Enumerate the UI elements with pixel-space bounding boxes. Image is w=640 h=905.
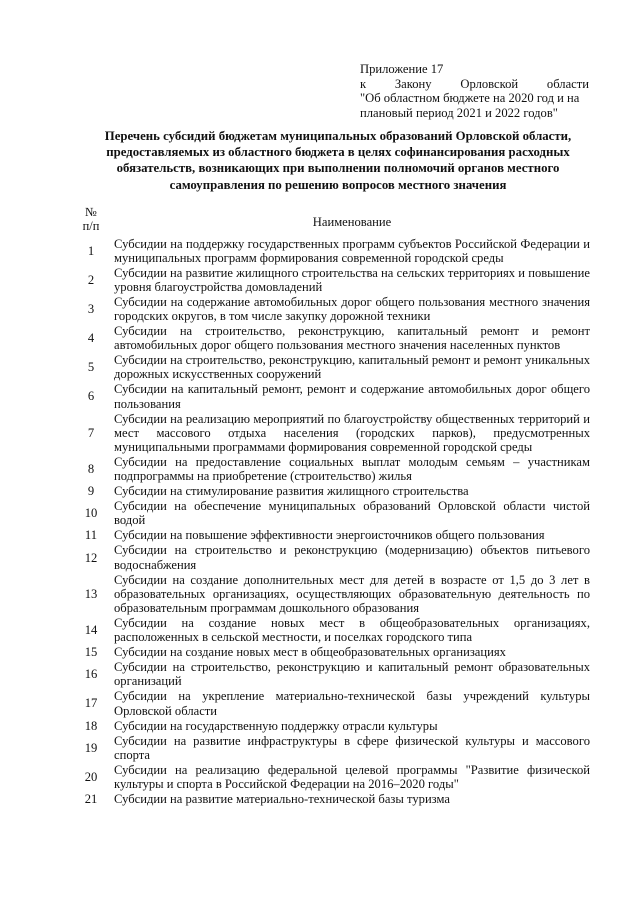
row-name: Субсидии на обеспечение муниципальных образований Орловской области чистой водой — [114, 499, 590, 528]
row-number: 11 — [84, 528, 98, 543]
row-name: Субсидии на строительство, реконструкцию и капитальный ремонт образовательных организаций — [114, 660, 590, 689]
row-number: 20 — [84, 769, 98, 784]
row-name: Субсидии на создание дополнительных мест для детей в возрасте от 1,5 до 3 лет в образовательных организациях, осуществляющих образовательную деятельность по образовательным программам дошкольного образования — [114, 572, 590, 615]
row-name: Субсидии на поддержку государственных программ субъектов Российской Федерации и муниципальных программ формирования современной городской среды — [114, 236, 590, 265]
appendix-region: Орловской — [460, 76, 519, 91]
row-number: 3 — [87, 301, 95, 316]
table-row — [80, 484, 590, 499]
table-row — [80, 792, 590, 807]
table-row — [80, 499, 590, 528]
appendix-number: Приложение 17 — [360, 62, 444, 76]
row-number: 9 — [87, 484, 95, 499]
row-name: Субсидии на реализацию мероприятий по благоустройству общественных территорий и мест массового отдыха населения (городских парков), предусмотренных муниципальными программами формирования современной городской среды — [114, 411, 590, 454]
appendix-note — [360, 62, 589, 120]
row-name: Субсидии на развитие жилищного строительства на сельских территориях и повышение уровня благоустройства домовладений — [114, 265, 590, 294]
appendix-k: к — [360, 76, 367, 91]
appendix-oblast: области — [546, 76, 589, 91]
row-name: Субсидии на повышение эффективности энергоисточников общего пользования — [114, 528, 545, 543]
table-header — [80, 205, 590, 237]
row-name: Субсидии на стимулирование развития жилищного строительства — [114, 484, 469, 499]
row-number: 16 — [84, 667, 98, 682]
table-row — [80, 543, 590, 572]
table-row — [80, 353, 590, 382]
table-row — [80, 411, 590, 454]
table-row — [80, 324, 590, 353]
row-number: 7 — [87, 425, 95, 440]
row-number: 19 — [84, 740, 98, 755]
column-header-name: Наименование — [312, 215, 392, 229]
appendix-law: Закону — [394, 76, 432, 91]
row-name: Субсидии на государственную поддержку отрасли культуры — [114, 718, 438, 733]
row-name: Субсидии на укрепление материально-технической базы учреждений культуры Орловской области — [114, 689, 590, 718]
row-name: Субсидии на создание новых мест в общеобразовательных организациях — [114, 645, 506, 660]
table-row — [80, 528, 590, 543]
row-number: 12 — [84, 550, 98, 565]
table-row — [80, 294, 590, 323]
row-name: Субсидии на реализацию федеральной целевой программы "Развитие физической культуры и спорта в Российской Федерации на 2016–2020 годы" — [114, 762, 590, 791]
row-number: 5 — [87, 360, 95, 375]
table-row — [80, 733, 590, 762]
row-name: Субсидии на развитие материально-технической базы туризма — [114, 792, 450, 807]
row-name: Субсидии на предоставление социальных выплат молодым семьям – участникам подпрограммы на приобретение (строительство) жилья — [114, 454, 590, 483]
row-name: Субсидии на капитальный ремонт, ремонт и содержание автомобильных дорог общего пользования — [114, 382, 590, 411]
row-number: 21 — [84, 792, 98, 807]
table-row — [80, 265, 590, 294]
appendix-law-title-1: "Об областном бюджете на 2020 год и на — [360, 91, 580, 105]
table-row — [80, 718, 590, 733]
row-name: Субсидии на строительство, реконструкцию, капитальный ремонт и ремонт уникальных дорожных искусственных сооружений — [114, 353, 590, 382]
row-name: Субсидии на строительство, реконструкцию, капитальный ремонт и ремонт автомобильных дорог общего пользования местного значения населенных пунктов — [114, 324, 590, 353]
row-number: 4 — [87, 331, 95, 346]
table-row — [80, 689, 590, 718]
table-row — [80, 572, 590, 615]
table-row — [80, 454, 590, 483]
table-row — [80, 382, 590, 411]
row-number: 1 — [87, 243, 95, 258]
table-row — [80, 236, 590, 265]
row-number: 18 — [84, 718, 98, 733]
row-number: 17 — [84, 696, 98, 711]
table-row — [80, 615, 590, 644]
row-name: Субсидии на строительство и реконструкцию (модернизацию) объектов питьевого водоснабжения — [114, 543, 590, 572]
row-number: 10 — [84, 506, 98, 521]
row-number: 15 — [84, 645, 98, 660]
row-name: Субсидии на содержание автомобильных дорог общего пользования местного значения городских округов, в том числе закупку дорожной техники — [114, 294, 590, 323]
row-name: Субсидии на развитие инфраструктуры в сфере физической культуры и массового спорта — [114, 733, 590, 762]
appendix-law-reference — [360, 77, 589, 92]
row-number: 14 — [84, 622, 98, 637]
table-row — [80, 645, 590, 660]
document-title: Перечень субсидий бюджетам муниципальных образований Орловской области, предоставляемых из областного бюджета в целях софинансирования расходных обязательств, возникающих при выполнении полномочий органов местного самоуправления по решению вопросов местного значения — [104, 129, 572, 192]
column-header-number: № п/п — [82, 205, 100, 233]
row-number: 6 — [87, 389, 95, 404]
appendix-law-title-2: плановый период 2021 и 2022 годов" — [360, 105, 558, 120]
table-row — [80, 660, 590, 689]
row-number: 13 — [84, 586, 98, 601]
row-name: Субсидии на создание новых мест в общеобразовательных организациях, расположенных в сельской местности, и поселках городского типа — [114, 615, 590, 645]
row-number: 8 — [87, 461, 95, 476]
subsidy-list — [80, 236, 590, 807]
table-row — [80, 762, 590, 791]
row-number: 2 — [87, 272, 95, 287]
